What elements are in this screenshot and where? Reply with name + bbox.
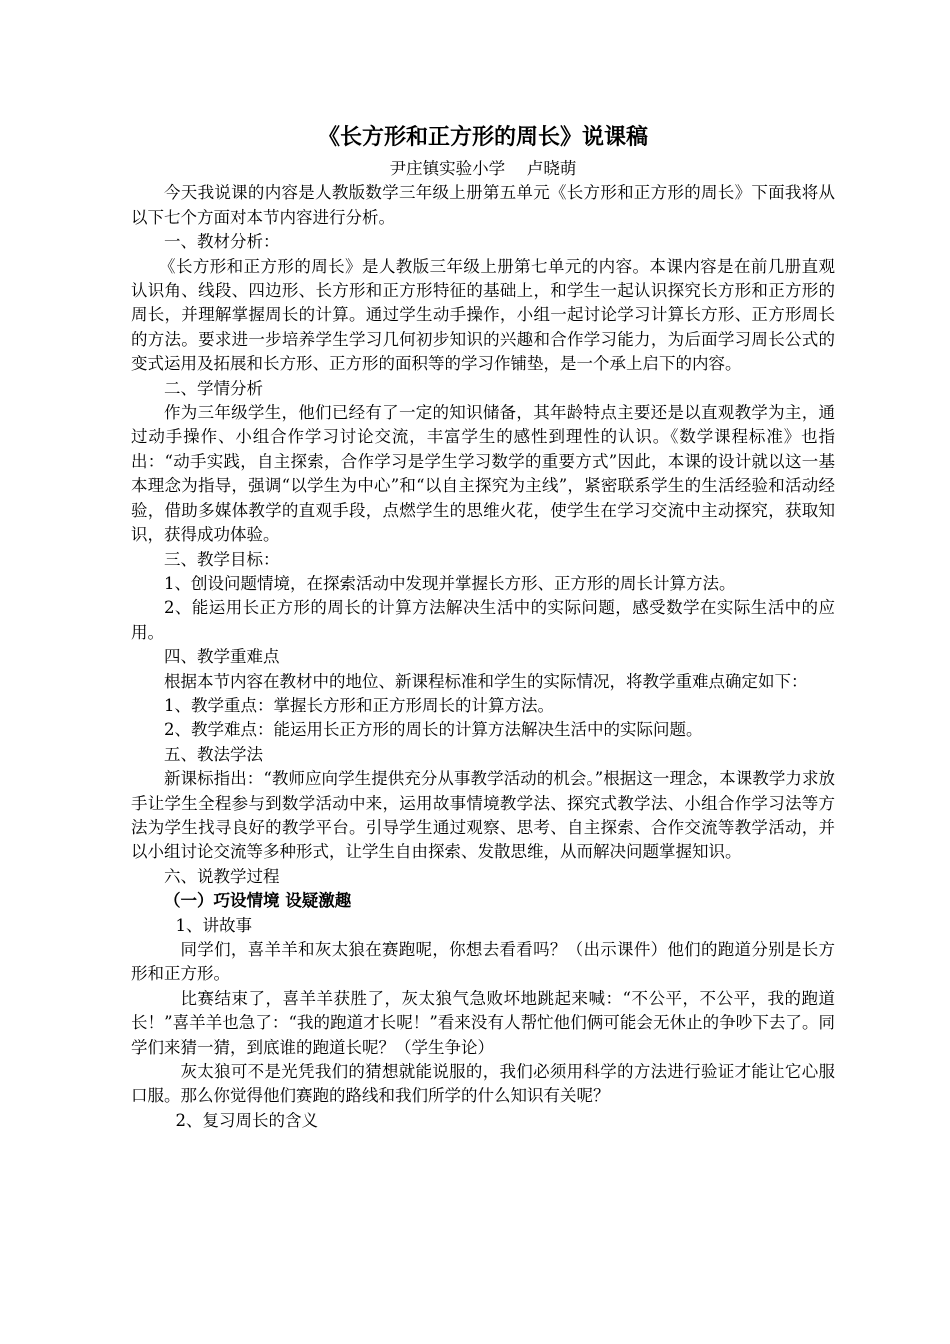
section-heading-process: 六、说教学过程: [164, 866, 280, 886]
section-heading-textbook-analysis: 一、教材分析：: [164, 232, 280, 252]
author-line: 尹庄镇实验小学 卢晓萌: [389, 159, 577, 178]
section-heading-student-analysis: 二、学情分析: [164, 378, 263, 398]
key-point-2: 2、教学难点：能运用长正方形的周长的计算方法解决生活中的实际问题。: [164, 720, 703, 740]
section-heading-key-points: 四、教学重难点: [164, 647, 280, 667]
student-analysis-paragraph: 作为三年级学生，他们已经有了一定的知识储备，其年龄特点主要还是以直观教学为主，通过动手操作、小组合作学习讨论交流，丰富学生的感性到理性的认识。《数学课程标准》也指出：“动手实践，自主探索，合作学习是学生学习数学的重要方式”因此，本课的设计就以这一基本理念为指导，强调“以学生为中心”和“以自主探究为主线”，紧密联系学生的生活经验和活动经验，借助多媒体教学的直观手段，点燃学生的思维火花，使学生在学习交流中主动探究，获取知识，获得成功体验。: [131, 403, 835, 545]
textbook-analysis-paragraph: 《长方形和正方形的周长》是人教版三年级上册第七单元的内容。本课内容是在前几册直观认识角、线段、四边形、长方形和正方形特征的基础上，和学生一起认识探究长方形和正方形的周长，并理解掌握周长的计算。通过学生动手操作，小组一起讨论学习计算长方形、正方形周长的方法。要求进一步培养学生学习几何初步知识的兴趣和合作学习能力，为后面学习周长公式的变式运用及拓展和长方形、正方形的面积等的学习作铺垫，是一个承上启下的内容。: [131, 256, 835, 374]
key-point-1: 1、教学重点：掌握长方形和正方形周长的计算方法。: [164, 695, 554, 715]
step-review-perimeter: 2、复习周长的含义: [175, 1110, 319, 1130]
story-paragraph-2: 比赛结束了，喜羊羊获胜了，灰太狼气急败坏地跳起来喊：“不公平，不公平，我的跑道长！”喜羊羊也急了：“我的跑道才长呢！”看来没有人帮忙他们俩可能会无休止的争吵下去了。同学们来猜一猜，到底谁的跑道长呢？（学生争论）: [131, 988, 835, 1057]
methods-paragraph: 新课标指出：“教师应向学生提供充分从事教学活动的机会。”根据这一理念，本课教学力求放手让学生全程参与到数学活动中来，运用故事情境教学法、探究式教学法、小组合作学习法等方法为学生找寻良好的教学平台。引导学生通过观察、思考、自主探索、合作交流等教学活动，并以小组讨论交流等多种形式，让学生自由探索、发散思维，从而解决问题掌握知识。: [131, 769, 835, 862]
story-paragraph-3: 灰太狼可不是光凭我们的猜想就能说服的，我们必须用科学的方法进行验证才能让它心服口服。那么你觉得他们赛跑的路线和我们所学的什么知识有关呢？: [131, 1062, 835, 1106]
document-title: 《长方形和正方形的周长》说课稿: [317, 124, 648, 150]
section-heading-methods: 五、教法学法: [164, 744, 263, 764]
story-paragraph-1: 同学们，喜羊羊和灰太狼在赛跑呢，你想去看看吗？（出示课件）他们的跑道分别是长方形和正方形。: [131, 940, 835, 984]
document-page: [131, 117, 835, 1133]
teaching-goal-2: 2、能运用长正方形的周长的计算方法解决生活中的实际问题，感受数学在实际生活中的应用。: [131, 598, 835, 642]
subsection-heading-situation: （一）巧设情境 设疑激趣: [164, 891, 352, 911]
key-points-paragraph: 根据本节内容在教材中的地位、新课程标准和学生的实际情况，将教学重难点确定如下：: [164, 671, 808, 691]
section-heading-teaching-goals: 三、教学目标：: [164, 549, 280, 569]
teaching-goal-1: 1、创设问题情境，在探索活动中发现并掌握长方形、正方形的周长计算方法。: [164, 573, 736, 593]
step-tell-story: 1、讲故事: [175, 915, 253, 935]
intro-paragraph: 今天我说课的内容是人教版数学三年级上册第五单元《长方形和正方形的周长》下面我将从以下七个方面对本节内容进行分析。: [131, 183, 835, 227]
